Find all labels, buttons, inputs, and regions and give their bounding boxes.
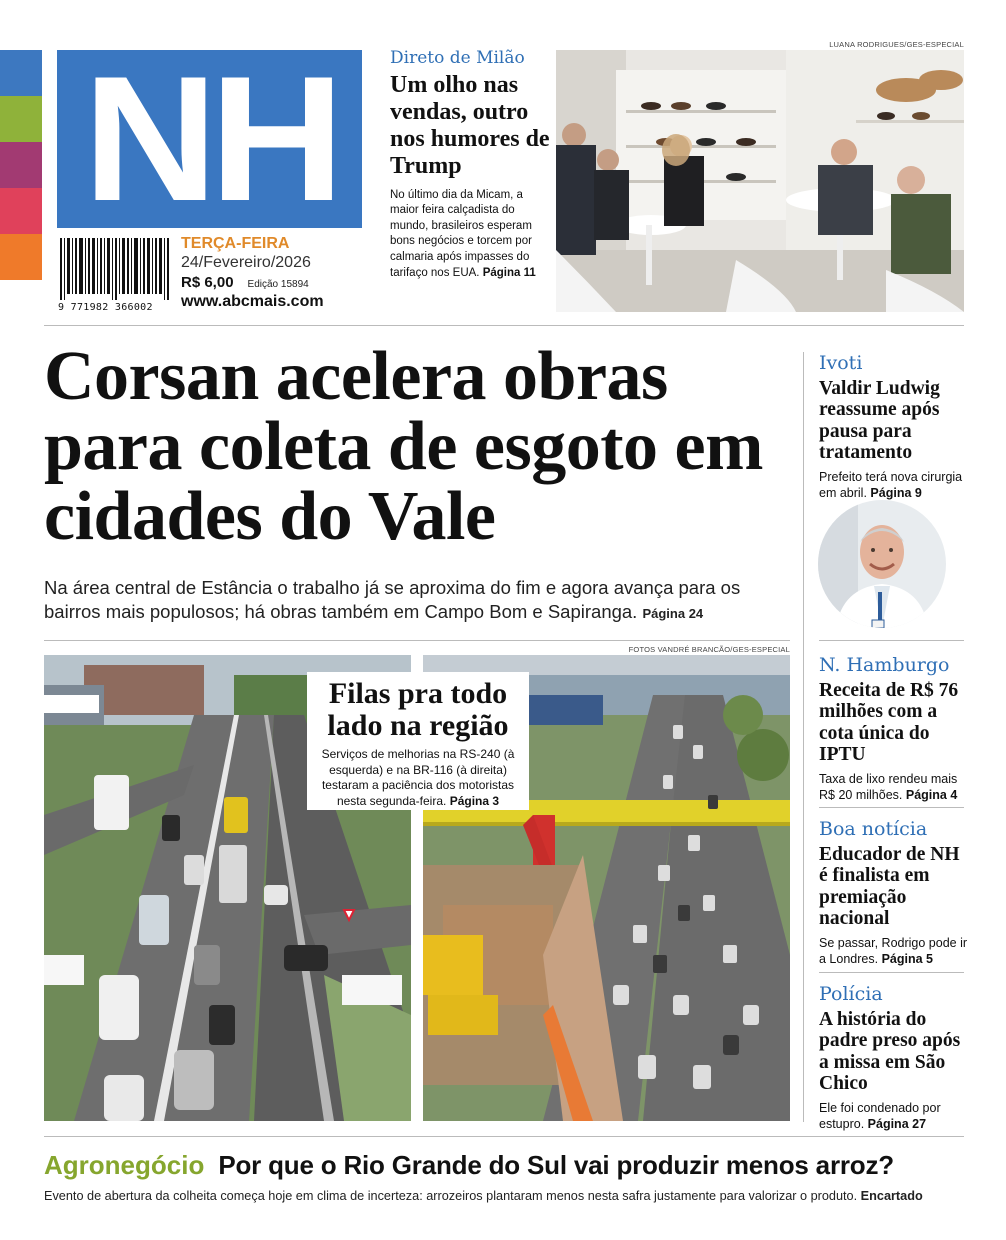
- issue-date: 24/Fevereiro/2026: [181, 254, 311, 271]
- barcode-icon: [60, 238, 170, 300]
- newspaper-logo: [57, 39, 362, 238]
- color-swatch-red: [0, 188, 42, 234]
- filas-headline: Filas pra todo lado na região: [327, 677, 509, 742]
- masthead-info: [181, 235, 346, 311]
- sidebar-kicker: N. Hamburgo: [819, 654, 950, 676]
- sidebar-summary-text: Taxa de lixo rendeu mais R$ 20 milhões.: [819, 771, 958, 802]
- agro-headline: Por que o Rio Grande do Sul vai produzir menos arroz?: [218, 1150, 894, 1180]
- sidebar-separator: [803, 352, 804, 1122]
- sidebar-summary-text: Se passar, Rodrigo pode ir a Londres.: [819, 935, 968, 966]
- lead-page-ref: Página 24: [642, 606, 704, 622]
- sidebar-kicker: Ivoti: [819, 352, 863, 374]
- sidebar-summary-text: Ele foi condenado por estupro.: [819, 1100, 941, 1131]
- lead-subhead-text: Na área central de Estância o trabalho já se aproxima do fim e agora avança para os bairros mais populosos; há obras também em Campo Bom e Sapiranga.: [44, 577, 741, 623]
- milao-headline: Um olho nas vendas, outro nos humores de Trump: [390, 72, 550, 179]
- filas-photo-credit: FOTOS VANDRÉ BRANCÃO/GES-ESPECIAL: [628, 645, 790, 654]
- sidebar-headline: A história do padre preso após a missa em São Chico: [819, 1009, 961, 1095]
- milao-summary-text: No último dia da Micam, a maior feira calçadista do mundo, brasileiros esperam bons negócios e torcem por calmaria após impasses do tarifaço nos EUA.: [390, 188, 532, 279]
- milao-page-ref: Página 11: [482, 266, 536, 279]
- sidebar-divider: [819, 807, 964, 808]
- website-link[interactable]: www.abcmais.com: [181, 293, 324, 310]
- sidebar-page-ref: Página 5: [881, 952, 933, 966]
- sidebar-summary: [819, 469, 969, 502]
- sidebar-story-boanoticia[interactable]: [819, 818, 969, 967]
- sidebar-divider: [819, 972, 964, 973]
- sidebar-summary: [819, 1100, 969, 1133]
- color-swatch-orange: [0, 234, 42, 280]
- sidebar-page-ref: Página 4: [905, 788, 958, 802]
- sidebar-summary: [819, 935, 969, 968]
- sidebar-kicker: Polícia: [819, 983, 883, 1005]
- sidebar-summary-text: Prefeito terá nova cirurgia em abril.: [819, 469, 963, 500]
- sidebar-story-ivoti[interactable]: [819, 352, 969, 501]
- milao-story[interactable]: [390, 48, 550, 281]
- milao-photo-credit: LUANA RODRIGUES/GES-ESPECIAL: [829, 40, 964, 49]
- issue-price: R$ 6,00: [181, 274, 234, 291]
- sidebar-headline: Valdir Ludwig reassume após pausa para tratamento: [819, 378, 940, 464]
- edition-number: Edição 15894: [247, 279, 309, 290]
- sidebar-divider: [819, 640, 964, 641]
- filas-story-box[interactable]: [307, 672, 529, 810]
- filas-summary: [315, 747, 521, 809]
- barcode-digits: 9 771982 366002: [58, 302, 153, 313]
- bottom-separator: [44, 1136, 964, 1137]
- section-color-strip: [0, 50, 42, 280]
- agro-story[interactable]: [44, 1150, 974, 1181]
- issue-day: TERÇA-FEIRA: [181, 235, 290, 252]
- logo-text: NH: [82, 39, 337, 238]
- agro-page-ref: Encartado: [860, 1189, 923, 1203]
- filas-page-ref: Página 3: [449, 793, 500, 808]
- lead-subhead: [44, 576, 794, 624]
- color-swatch-purple: [0, 142, 42, 188]
- sidebar-story-nhamburgo[interactable]: [819, 654, 969, 803]
- agro-summary: [44, 1189, 974, 1203]
- milao-kicker: Direto de Milão: [390, 48, 525, 68]
- mayor-photo: [818, 500, 946, 628]
- price-row: [181, 274, 346, 291]
- color-swatch-green: [0, 96, 42, 142]
- lead-photo-separator: [44, 640, 790, 641]
- sidebar-headline: Educador de NH é finalista em premiação nacional: [819, 844, 960, 930]
- sidebar-summary: [819, 771, 969, 804]
- filas-summary-text: Serviços de melhorias na RS-240 (à esquerda) e na BR-116 (à direita) testaram a paciência dos motoristas nesta segunda-feira.: [321, 747, 515, 808]
- sidebar-kicker: Boa notícia: [819, 818, 928, 840]
- lead-headline[interactable]: Corsan acelera obras para coleta de esgoto em cidades do Vale: [44, 338, 763, 555]
- top-separator: [44, 325, 964, 326]
- agro-summary-text: Evento de abertura da colheita começa hoje em clima de incerteza: arrozeiros plantaram menos nesta safra justamente para valorizar o produto.: [44, 1189, 858, 1203]
- color-swatch-blue: [0, 50, 42, 96]
- milao-summary: [390, 188, 550, 282]
- milao-photo: [556, 50, 964, 312]
- sidebar-headline: Receita de R$ 76 milhões com a cota única do IPTU: [819, 680, 959, 766]
- sidebar-page-ref: Página 9: [870, 486, 922, 500]
- sidebar-story-policia[interactable]: [819, 983, 969, 1132]
- sidebar-page-ref: Página 27: [867, 1117, 927, 1131]
- agro-kicker: Agronegócio: [44, 1150, 205, 1180]
